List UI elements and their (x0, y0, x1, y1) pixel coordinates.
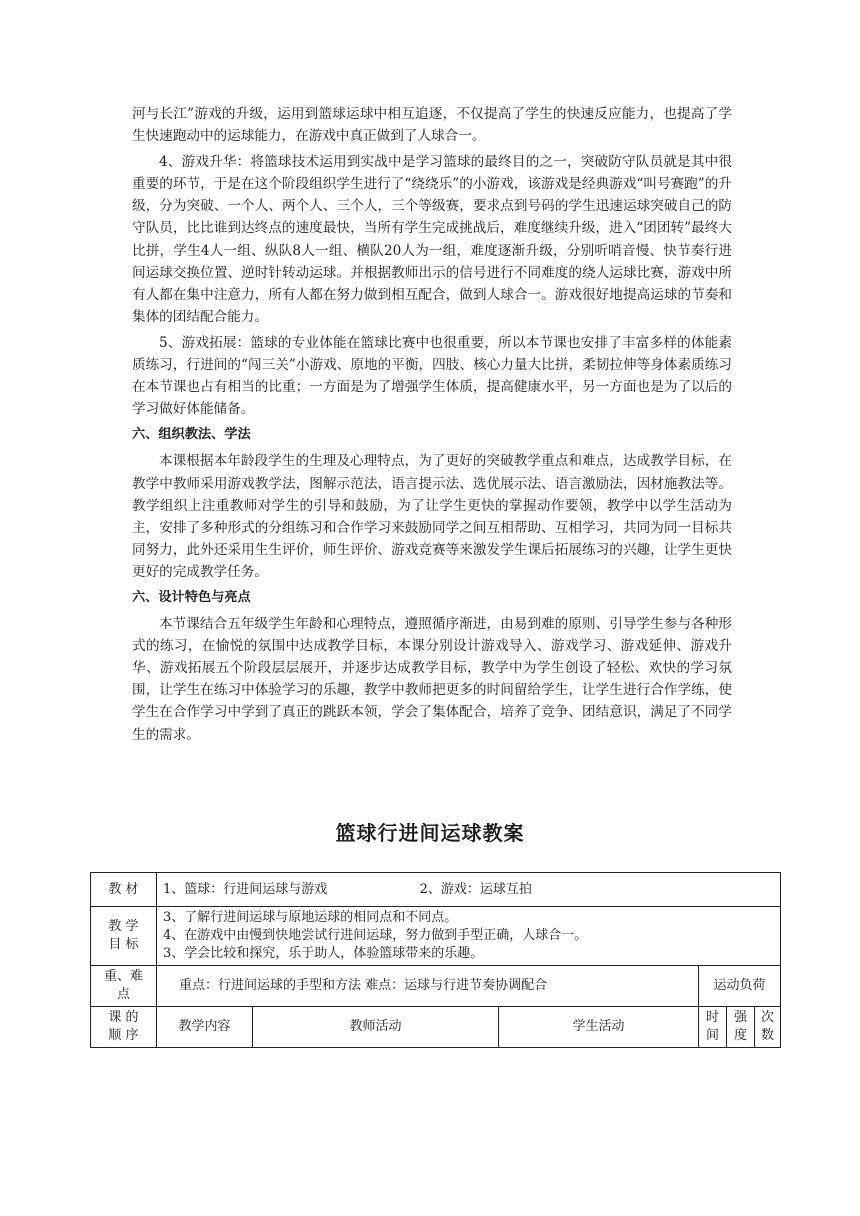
time-line-2: 间 (705, 1028, 719, 1043)
column-header-count (755, 1007, 781, 1048)
order-label (91, 1007, 157, 1048)
intensity-line-1: 强 (733, 1010, 747, 1025)
body-text (132, 103, 732, 750)
goals-cell (157, 907, 781, 966)
count-line-1: 次 (760, 1010, 774, 1025)
section-heading-methods: 六、组织教法、学法 (132, 427, 251, 443)
paragraph-game-sublimation: 4、游戏升华：将篮球技术运用到实战中是学习篮球的最终目的之一，突破防守队员就是其中很重要的环节，于是在这个阶段组织学生进行了“绕绕乐”的小游戏，该游戏是经典游戏“叫号赛跑”的升级，分为突破、一个人、两个人、三个人，三个等级赛，要求点到号码的学生迅速运球突破自己的防守队员，比比谁到达终点的速度最快，当所有学生完成挑战后，难度继续升级，进入“团团转”最终大比拼，学生4人一组、纵队8人一组、横队20人为一组，难度逐渐升级，分别听哨音慢、快节奏行进间运球交换位置、逆时针转动运球。并根据教师出示的信号进行不同难度的绕人运球比赛，游戏中所有人都在集中注意力，所有人都在努力做到相互配合，做到人球合一。游戏很好地提高运球的节奏和集体的团结配合能力。 (132, 154, 732, 325)
material-label: 教 材 (91, 873, 157, 907)
intensity-line-2: 度 (733, 1028, 747, 1043)
column-header-teacher: 教师活动 (253, 1007, 499, 1048)
column-header-student: 学生活动 (499, 1007, 699, 1048)
order-label-line-1: 课 的 (108, 1010, 139, 1025)
column-header-intensity (727, 1007, 755, 1048)
table-row-goals (91, 907, 781, 966)
goal-item: 3、了解行进间运球与原地运球的相同点和不同点。 (163, 910, 458, 925)
keypoints-label (91, 966, 157, 1007)
paragraph-continuation: 河与长江”游戏的升级，运用到篮球运球中相互追逐，不仅提高了学生的快速反应能力，也提高了学生快速跑动中的运球能力，在游戏中真正做到了人球合一。 (132, 106, 732, 145)
document-title: 篮球行进间运球教案 (335, 821, 525, 845)
goal-item: 3、学会比较和探究，乐于助人，体验篮球带来的乐趣。 (163, 946, 484, 961)
goals-label-line-2: 目 标 (108, 937, 139, 952)
time-line-1: 时 (705, 1010, 719, 1025)
keypoints-text: 重点：行进间运球的手型和方法 难点：运球与行进节奏协调配合 (157, 966, 699, 1007)
material-cell (157, 873, 781, 907)
table-row-header (91, 1007, 781, 1048)
table-row-keypoints (91, 966, 781, 1007)
keypoints-label-line-2: 点 (116, 987, 130, 1002)
goals-label-line-1: 教 学 (108, 919, 139, 934)
order-label-line-2: 顺 序 (108, 1028, 139, 1043)
paragraph-game-extension: 5、游戏拓展：篮球的专业体能在篮球比赛中也很重要，所以本节课也安排了丰富多样的体能素质练习，行进间的“闯三关”小游戏、原地的平衡，四肢、核心力量大比拼，柔韧拉伸等身体素质练习在本节课也占有相当的比重；一方面是为了增强学生体质，提高健康水平，另一方面也是为了以后的学习做好体能储备。 (132, 334, 732, 418)
material-item-2: 2、游戏：运球互拍 (419, 881, 532, 897)
paragraph-methods: 本课根据本年龄段学生的生理及心理特点，为了更好的突破教学重点和难点，达成教学目标，在教学中教师采用游戏教学法，图解示范法，语言提示法、选优展示法、语言激励法，因材施教法等。教学组织上注重教师对学生的引导和鼓励，为了让学生更快的掌握动作要领，教学中以学生活动为主，安排了多种形式的分组练习和合作学习来鼓励同学之间互相帮助、互相学习，共同为同一目标共同努力，此外还采用生生评价，师生评价、游戏竞赛等来激发学生课后拓展练习的兴趣，让学生更快更好的完成教学任务。 (132, 453, 732, 580)
goals-label (91, 907, 157, 966)
column-header-time (699, 1007, 727, 1048)
paragraph-features: 本节课结合五年级学生年龄和心理特点，遵照循序渐进，由易到难的原则、引导学生参与各种形式的练习，在愉悦的氛围中达成教学目标，本课分别设计游戏导入、游戏学习、游戏延伸、游戏升华、游戏拓展五个阶段层层展开，并逐步达成教学目标，教学中为学生创设了轻松、欢快的学习氛围，让学生在练习中体验学习的乐趣，教学中教师把更多的时间留给学生，让学生进行合作学练，使学生在合作学习中学到了真正的跳跃本领，学会了集体配合，培养了竞争、团结意识，满足了不同学生的需求。 (132, 616, 732, 743)
table-row-material (91, 873, 781, 907)
lesson-plan-table (90, 872, 781, 1048)
goal-item: 4、在游戏中由慢到快地尝试行进间运球，努力做到手型正确，人球合一。 (163, 928, 588, 943)
count-line-2: 数 (760, 1028, 774, 1043)
keypoints-label-line-1: 重、难 (103, 969, 143, 984)
section-heading-features: 六、设计特色与亮点 (132, 589, 251, 605)
load-label: 运动负荷 (699, 966, 781, 1007)
material-item-1: 1、篮球：行进间运球与游戏 (163, 881, 328, 897)
column-header-content: 教学内容 (157, 1007, 253, 1048)
